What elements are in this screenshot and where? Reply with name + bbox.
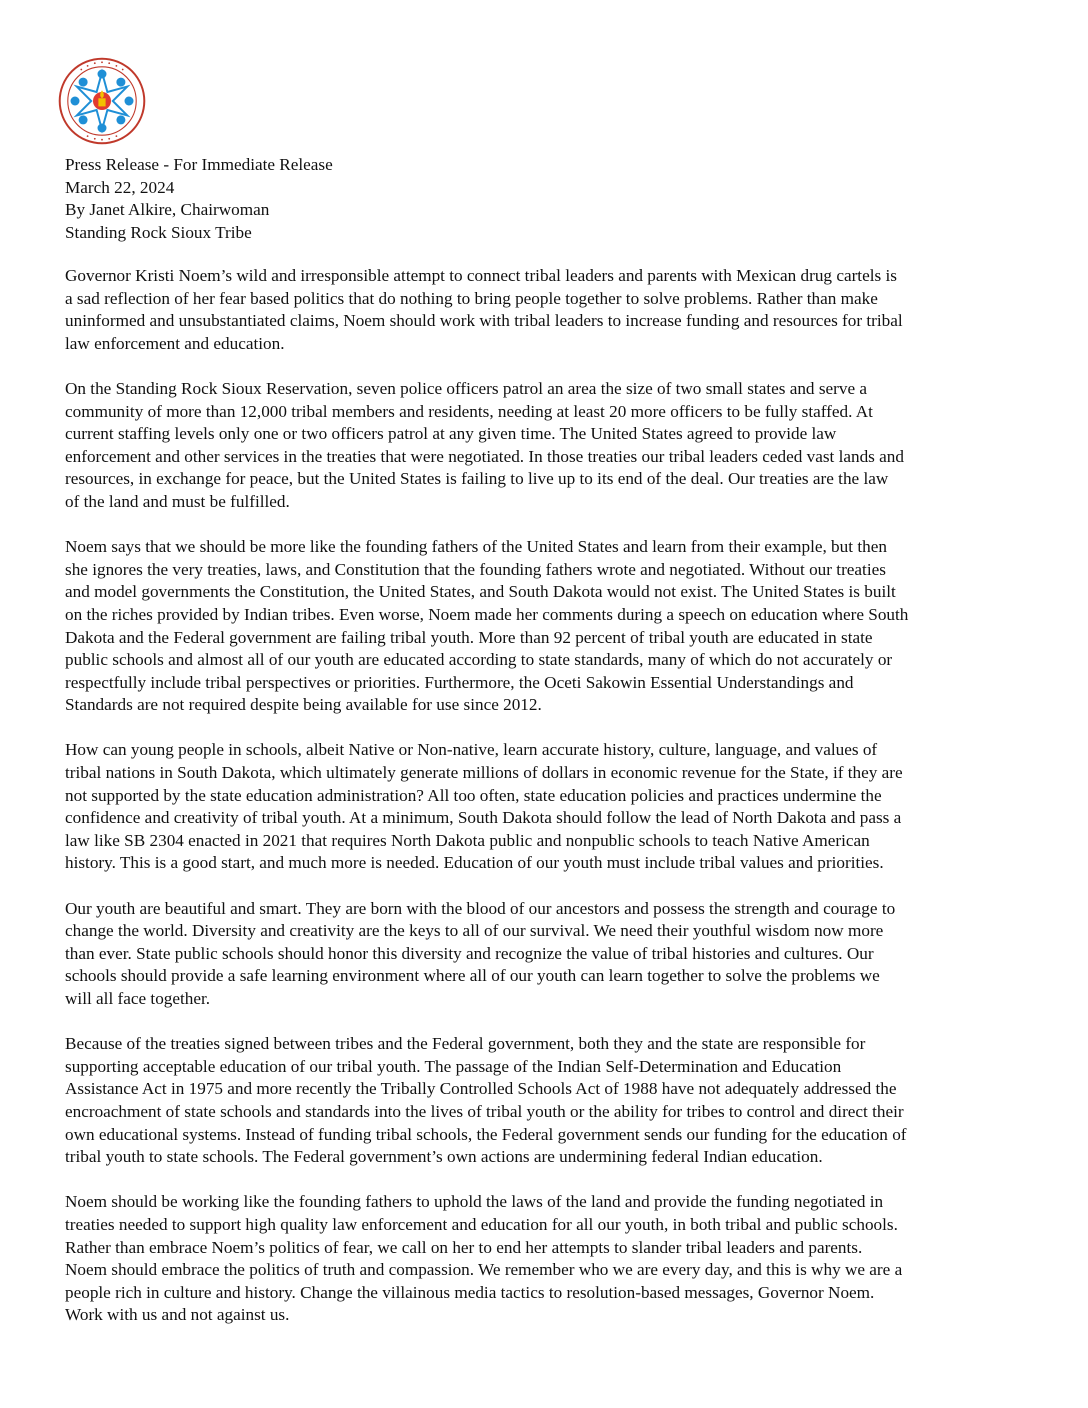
release-type: Press Release - For Immediate Release [65, 155, 333, 174]
text-line: respectfully include tribal perspectives or priorities. Furthermore, the Oceti Sakowin Essential Understandings and [65, 672, 854, 692]
paragraph-1 [65, 265, 1027, 355]
text-line: Noem says that we should be more like the founding fathers of the United States and learn from their example, but then [65, 537, 887, 557]
text-line: change the world. Diversity and creativity are the keys to all of our survival. We need their youthful wisdom now more [65, 921, 884, 941]
text-line: Standards are not required despite being available for use since 2012. [65, 695, 542, 715]
tribal-seal-icon [57, 56, 147, 146]
paragraph-6 [65, 1033, 1027, 1169]
release-date: March 22, 2024 [65, 177, 175, 197]
text-line: Work with us and not against us. [65, 1305, 290, 1325]
text-line: Dakota and the Federal government are failing tribal youth. More than 92 percent of tribal youth are educated in state [65, 627, 873, 647]
text-line: tribal youth to state schools. The Federal government’s own actions are undermining federal Indian education. [65, 1147, 823, 1167]
press-release-header [65, 154, 1025, 244]
text-line: Noem should embrace the politics of truth and compassion. We remember who we are every day, and this is why we are a [65, 1260, 903, 1280]
text-line: supporting acceptable education of our tribal youth. The passage of the Indian Self-Determination and Education [65, 1056, 842, 1076]
paragraph-7 [65, 1191, 1027, 1327]
press-release-body [65, 265, 1027, 1350]
release-author: By Janet Alkire, Chairwoman [65, 200, 270, 220]
text-line: not supported by the state education administration? All too often, state education policies and practices undermine the [65, 785, 882, 805]
text-line: law like SB 2304 enacted in 2021 that requires North Dakota public and nonpublic schools to teach Native American [65, 830, 870, 850]
text-line: uninformed and unsubstantiated claims, Noem should work with tribal leaders to increase funding and resources for tribal [65, 311, 903, 331]
text-line: own educational systems. Instead of funding tribal schools, the Federal government sends our funding for the education of [65, 1124, 907, 1144]
paragraph-5 [65, 898, 1027, 1011]
text-line: Noem should be working like the founding fathers to uphold the laws of the land and provide the funding negotiated in [65, 1192, 884, 1212]
text-line: a sad reflection of her fear based politics that do nothing to bring people together to solve problems. Rather than make [65, 288, 878, 308]
text-line: of the land and must be fulfilled. [65, 491, 290, 511]
text-line: Because of the treaties signed between tribes and the Federal government, both they and the state are responsible for [65, 1034, 866, 1054]
text-line: on the riches provided by Indian tribes. Even worse, Noem made her comments during a speech on education where South [65, 604, 909, 624]
text-line: and model governments the Constitution, the United States, and South Dakota would not exist. The United States is built [65, 582, 896, 602]
paragraph-2 [65, 378, 1027, 514]
text-line: people rich in culture and history. Change the villainous media tactics to resolution-based messages, Governor Noem. [65, 1282, 875, 1302]
text-line: current staffing levels only one or two officers patrol at any given time. The United States agreed to provide law [65, 424, 837, 444]
text-line: history. This is a good start, and much more is needed. Education of our youth must include tribal values and priorities. [65, 853, 884, 873]
text-line: than ever. State public schools should honor this diversity and recognize the value of tribal histories and cultures. Our [65, 943, 874, 963]
release-organization: Standing Rock Sioux Tribe [65, 222, 252, 242]
text-line: On the Standing Rock Sioux Reservation, seven police officers patrol an area the size of two small states and serve a [65, 378, 868, 398]
text-line: resources, in exchange for peace, but the United States is failing to live up to its end of the deal. Our treaties are the law [65, 469, 889, 489]
text-line: will all face together. [65, 989, 211, 1008]
paragraph-3 [65, 536, 1027, 717]
text-line: tribal nations in South Dakota, which ultimately generate millions of dollars in economic revenue for the State, if they are [65, 763, 903, 783]
text-line: enforcement and other services in the treaties that were negotiated. In those treaties our tribal leaders ceded vast lands and [65, 446, 904, 466]
text-line: Governor Kristi Noem’s wild and irresponsible attempt to connect tribal leaders and parents with Mexican drug cartels is [65, 266, 897, 285]
text-line: confidence and creativity of tribal youth. At a minimum, South Dakota should follow the lead of North Dakota and pass a [65, 808, 902, 828]
text-line: treaties needed to support high quality law enforcement and education for all our youth, in both tribal and public schools. [65, 1214, 898, 1234]
text-line: How can young people in schools, albeit Native or Non-native, learn accurate history, culture, language, and values of [65, 740, 878, 760]
paragraph-4 [65, 739, 1027, 875]
text-line: Our youth are beautiful and smart. They are born with the blood of our ancestors and possess the strength and courage to [65, 898, 896, 918]
text-line: Assistance Act in 1975 and more recently the Tribally Controlled Schools Act of 1988 have not adequately addressed the [65, 1079, 897, 1099]
text-line: schools should provide a safe learning environment where all of our youth can learn together to solve the problems we [65, 966, 880, 986]
text-line: Rather than embrace Noem’s politics of fear, we call on her to end her attempts to slander tribal leaders and parents. [65, 1237, 863, 1257]
text-line: encroachment of state schools and standards into the lives of tribal youth or the ability for tribes to control and direct their [65, 1101, 904, 1121]
text-line: law enforcement and education. [65, 333, 285, 353]
text-line: public schools and almost all of our youth are educated according to state standards, many of which do not accurately or [65, 650, 893, 670]
text-line: community of more than 12,000 tribal members and residents, needing at least 20 more officers to be fully staffed. At [65, 401, 873, 421]
text-line: she ignores the very treaties, laws, and Constitution that the founding fathers wrote and negotiated. Without our treaties [65, 559, 886, 579]
